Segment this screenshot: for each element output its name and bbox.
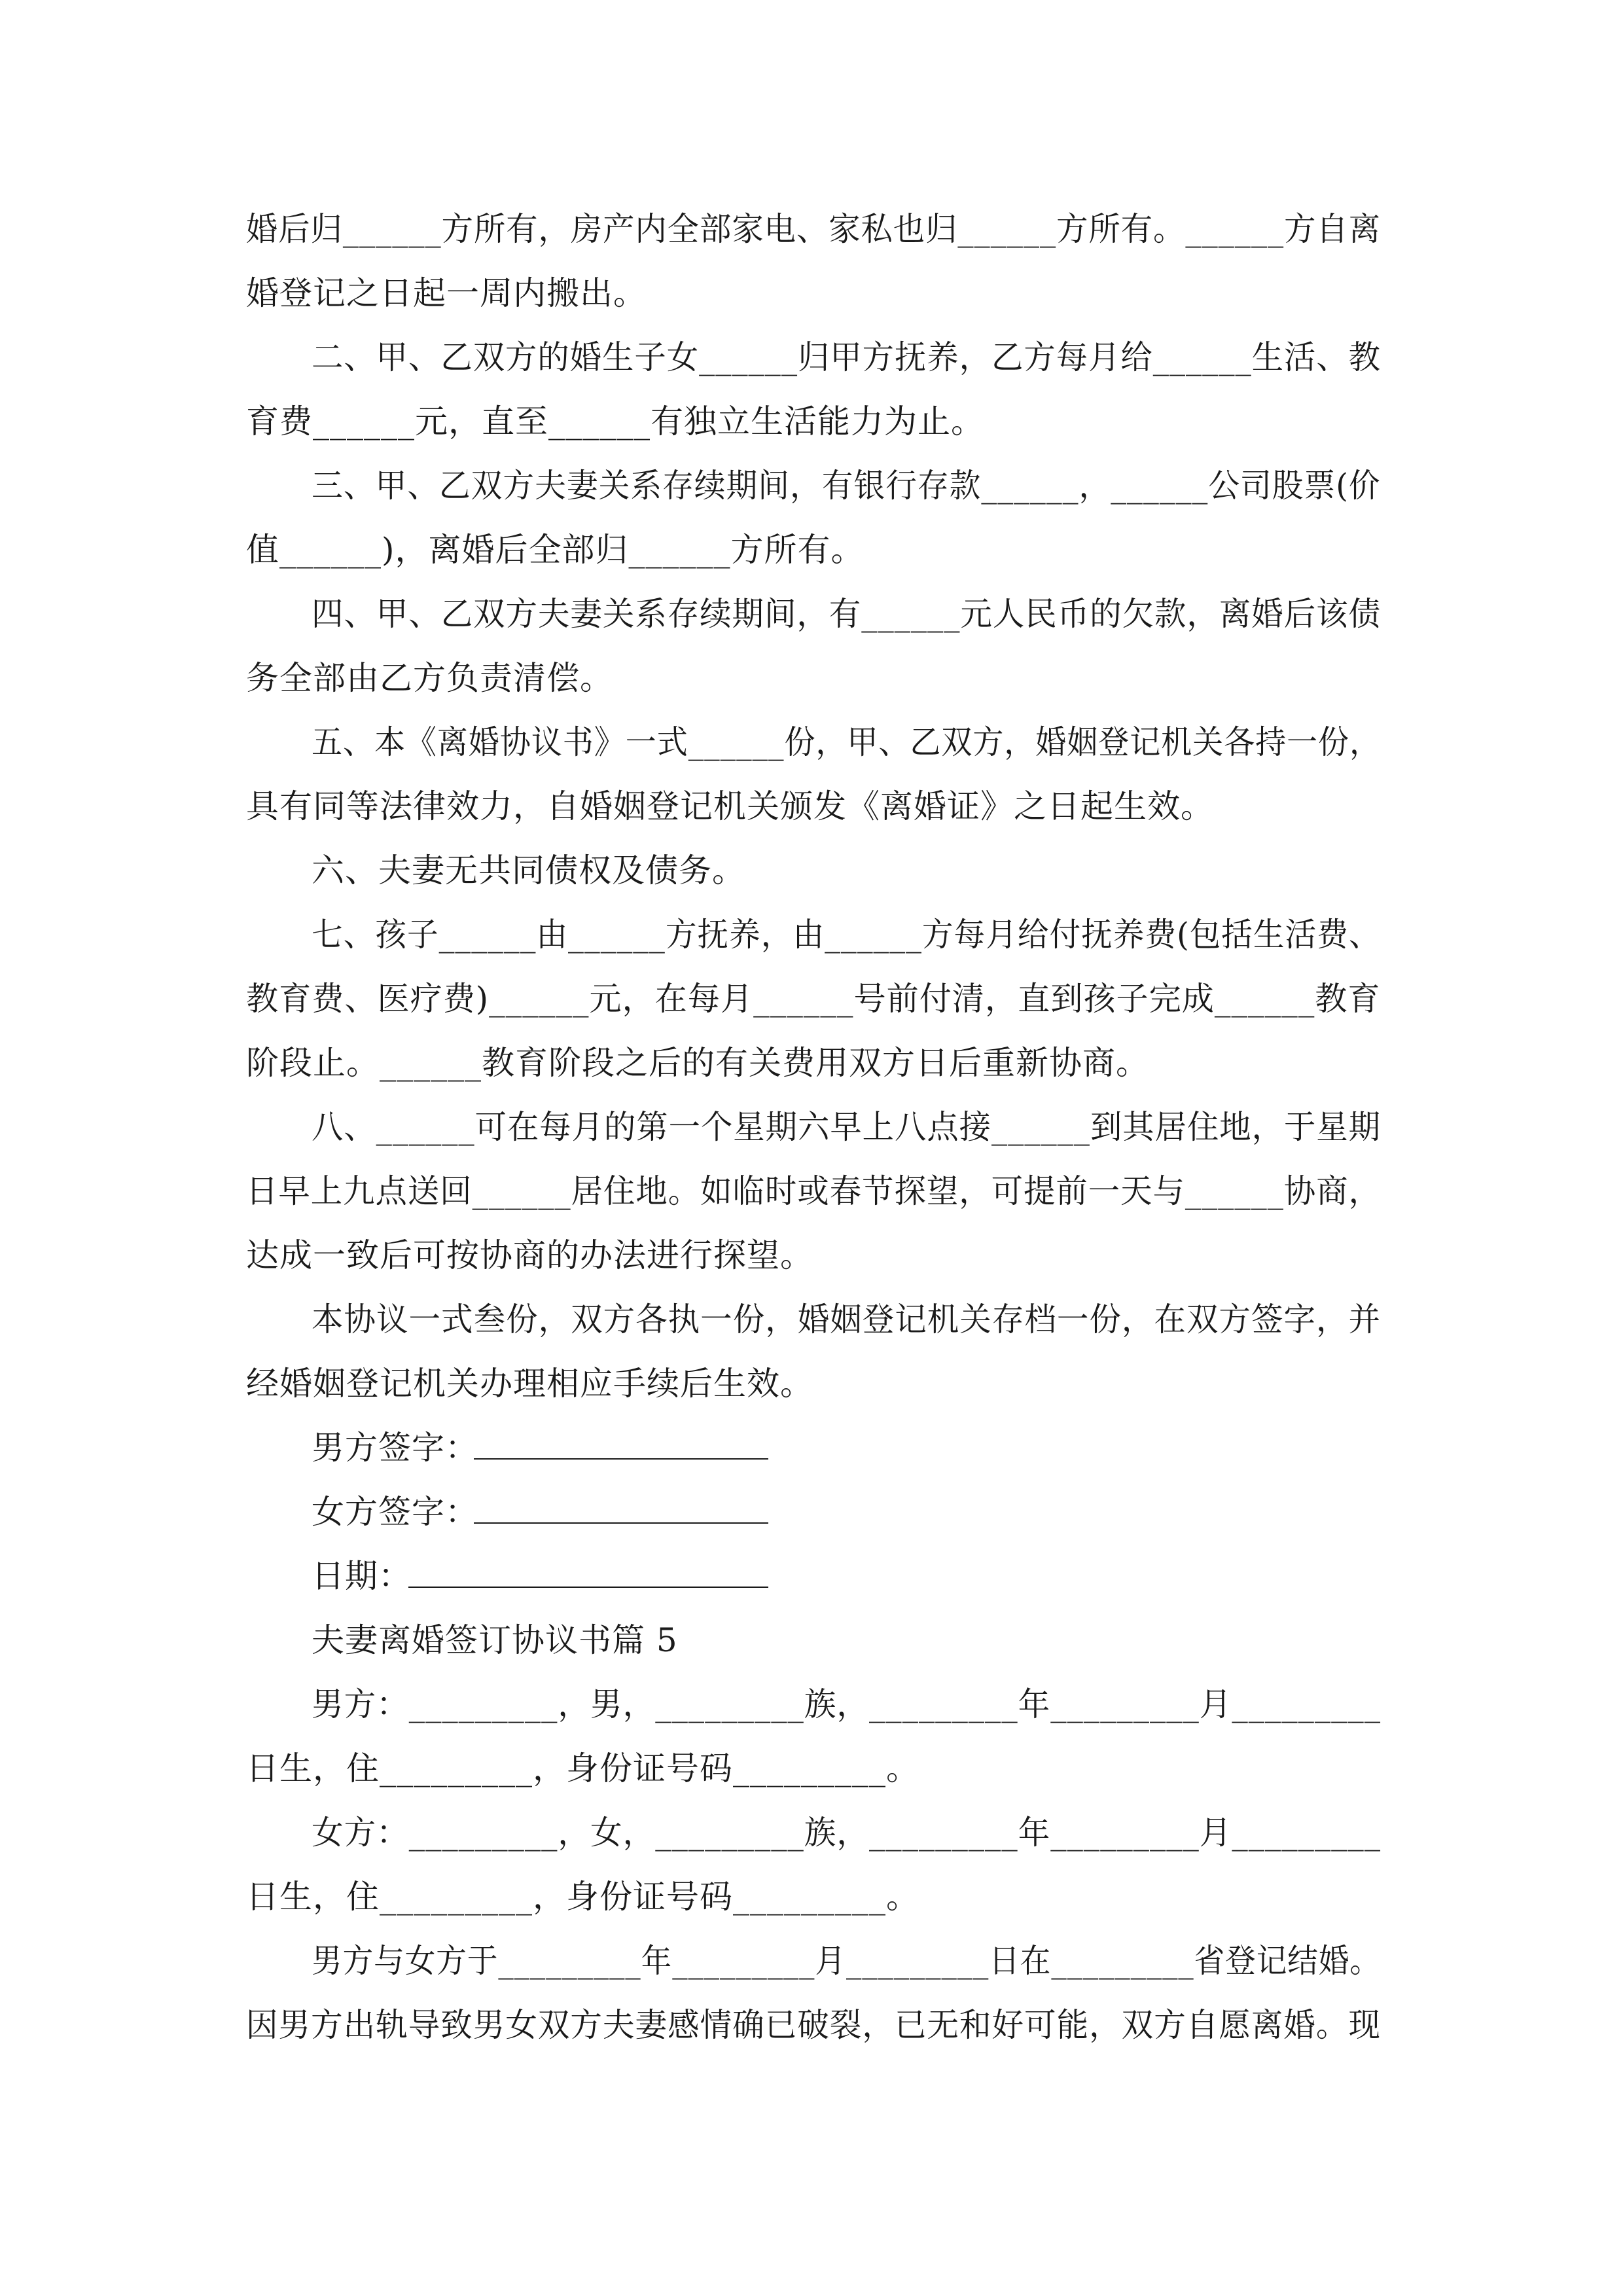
text-line: 务全部由乙方负责清偿。 (246, 659, 613, 697)
text-line: 具有同等法律效力，自婚姻登记机关颁发《离婚证》之日起生效。 (246, 787, 1214, 825)
date-label: 日期： (312, 1557, 412, 1595)
clause-7-line: 七、孩子______由______方抚养，由______方每月给付抚养费(包括生活费、 (312, 916, 1381, 954)
text-line: 婚后归______方所有，房产内全部家电、家私也归______方所有。______方自离 (246, 210, 1381, 248)
text-line: 日生，住_________，身份证号码_________。 (246, 1749, 919, 1787)
text-line: 日早上九点送回______居住地。如临时或春节探望，可提前一天与______协商， (246, 1172, 1381, 1210)
marriage-info-line: 男方与女方于_________年_________月_________日在_________省登记结婚。 (312, 1942, 1381, 1980)
female-info-line: 女方：_________，女，_________族，_________年_________月_________ (312, 1814, 1381, 1852)
text-line: 育费______元，直至______有独立生活能力为止。 (246, 403, 984, 440)
male-signature-line (474, 1458, 768, 1460)
date-line (408, 1587, 768, 1588)
text-line: 经婚姻登记机关办理相应手续后生效。 (246, 1365, 813, 1403)
female-signature-line (474, 1522, 768, 1524)
male-info-line: 男方：_________，男，_________族，_________年_________月_________ (312, 1685, 1381, 1723)
text-line: 日生，住_________，身份证号码_________。 (246, 1878, 919, 1916)
text-line: 因男方出轨导致男女双方夫妻感情确已破裂，已无和好可能，双方自愿离婚。现 (246, 2006, 1381, 2044)
agreement-note-line: 本协议一式叁份，双方各执一份，婚姻登记机关存档一份，在双方签字，并 (312, 1300, 1381, 1338)
text-line: 达成一致后可按协商的办法进行探望。 (246, 1236, 813, 1274)
clause-5-line: 五、本《离婚协议书》一式______份，甲、乙双方，婚姻登记机关各持一份， (312, 723, 1381, 761)
text-line: 婚登记之日起一周内搬出。 (246, 274, 647, 312)
text-line: 阶段止。______教育阶段之后的有关费用双方日后重新协商。 (246, 1044, 1149, 1082)
clause-4-line: 四、甲、乙双方夫妻关系存续期间，有______元人民币的欠款，离婚后该债 (312, 595, 1381, 633)
text-line: 值______)，离婚后全部归______方所有。 (246, 531, 865, 569)
male-signature-label: 男方签字： (312, 1429, 478, 1467)
clause-6-line: 六、夫妻无共同债权及债务。 (312, 852, 745, 889)
section-heading: 夫妻离婚签订协议书篇 5 (312, 1621, 678, 1659)
clause-3-line: 三、甲、乙双方夫妻关系存续期间，有银行存款______，______公司股票(价 (312, 467, 1381, 505)
clause-2-line: 二、甲、乙双方的婚生子女______归甲方抚养，乙方每月给______生活、教 (312, 338, 1381, 376)
text-line: 教育费、医疗费)______元，在每月______号前付清，直到孩子完成______教育 (246, 980, 1381, 1018)
female-signature-label: 女方签字： (312, 1493, 478, 1531)
clause-8-line: 八、______可在每月的第一个星期六早上八点接______到其居住地，于星期 (312, 1108, 1381, 1146)
